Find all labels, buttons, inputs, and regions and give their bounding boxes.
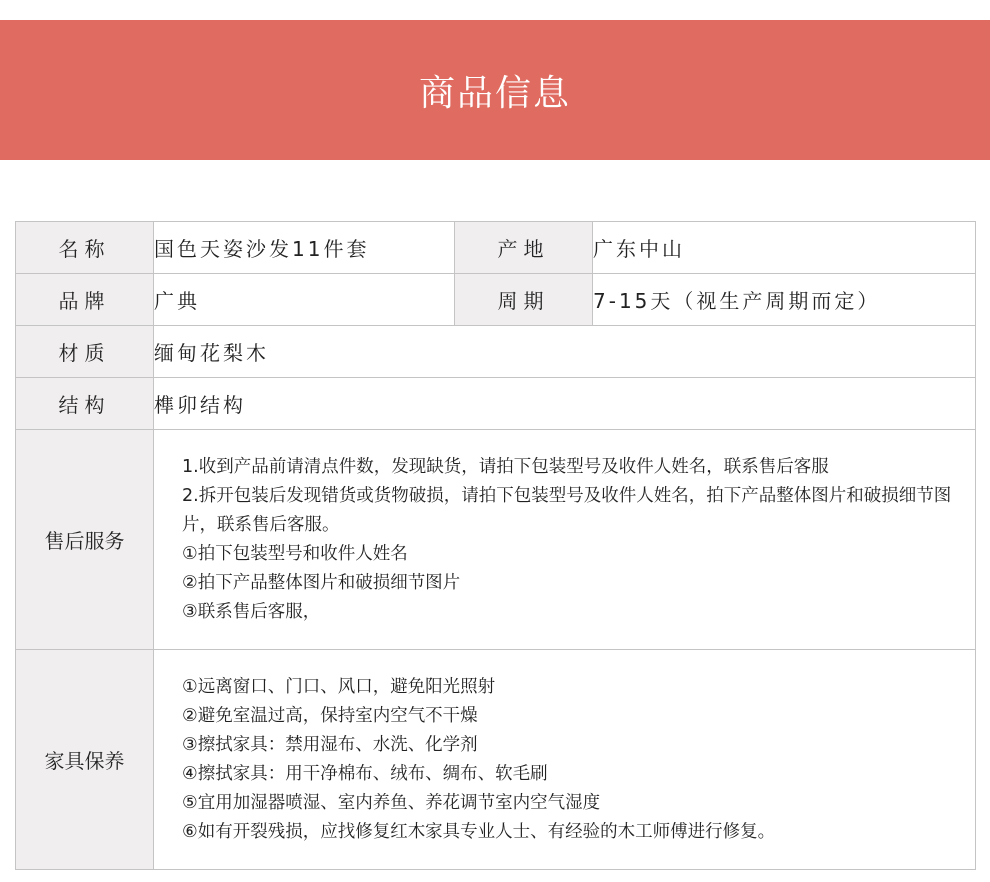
care-line-1: ①远离窗口、门口、风口，避免阳光照射 bbox=[182, 676, 496, 697]
origin-value: 广东中山 bbox=[593, 222, 976, 274]
care-line-6: ⑥如有开裂残损，应找修复红木家具专业人士、有经验的木工师傅进行修复。 bbox=[182, 821, 776, 842]
table-row bbox=[16, 326, 976, 378]
material-value: 缅甸花梨木 bbox=[154, 326, 976, 378]
table-row bbox=[16, 650, 976, 870]
page-title: 商品信息 bbox=[418, 72, 571, 114]
product-info-table bbox=[15, 221, 976, 870]
brand-value: 广典 bbox=[154, 274, 455, 326]
service-line-3: ①拍下包装型号和收件人姓名 bbox=[182, 543, 408, 564]
table-row bbox=[16, 378, 976, 430]
service-line-5: ③联系售后客服， bbox=[182, 601, 321, 622]
brand-label: 品牌 bbox=[16, 274, 154, 326]
service-line-1: 1.收到产品前请清点件数，发现缺货，请拍下包装型号及收件人姓名，联系售后客服 bbox=[182, 456, 829, 477]
care-line-3: ③擦拭家具：禁用湿布、水洗、化学剂 bbox=[182, 734, 478, 755]
service-line-4: ②拍下产品整体图片和破损细节图片 bbox=[182, 572, 461, 593]
cycle-label: 周期 bbox=[455, 274, 593, 326]
care-label: 家具保养 bbox=[16, 650, 154, 870]
structure-value: 榫卯结构 bbox=[154, 378, 976, 430]
material-label: 材质 bbox=[16, 326, 154, 378]
table-row bbox=[16, 430, 976, 650]
care-content bbox=[154, 650, 976, 870]
name-label: 名称 bbox=[16, 222, 154, 274]
origin-label: 产地 bbox=[455, 222, 593, 274]
cycle-value: 7-15天（视生产周期而定） bbox=[593, 274, 976, 326]
service-label: 售后服务 bbox=[16, 430, 154, 650]
name-value: 国色天姿沙发11件套 bbox=[154, 222, 455, 274]
header-banner bbox=[0, 20, 990, 160]
care-line-5: ⑤宜用加湿器喷湿、室内养鱼、养花调节室内空气湿度 bbox=[182, 792, 601, 813]
structure-label: 结构 bbox=[16, 378, 154, 430]
table-row bbox=[16, 274, 976, 326]
table-row bbox=[16, 222, 976, 274]
service-line-2: 2.拆开包装后发现错货或货物破损，请拍下包装型号及收件人姓名，拍下产品整体图片和破损细节图片，联系售后客服。 bbox=[182, 485, 952, 535]
care-line-2: ②避免室温过高，保持室内空气不干燥 bbox=[182, 705, 478, 726]
service-content bbox=[154, 430, 976, 650]
care-line-4: ④擦拭家具：用干净棉布、绒布、绸布、软毛刷 bbox=[182, 763, 548, 784]
